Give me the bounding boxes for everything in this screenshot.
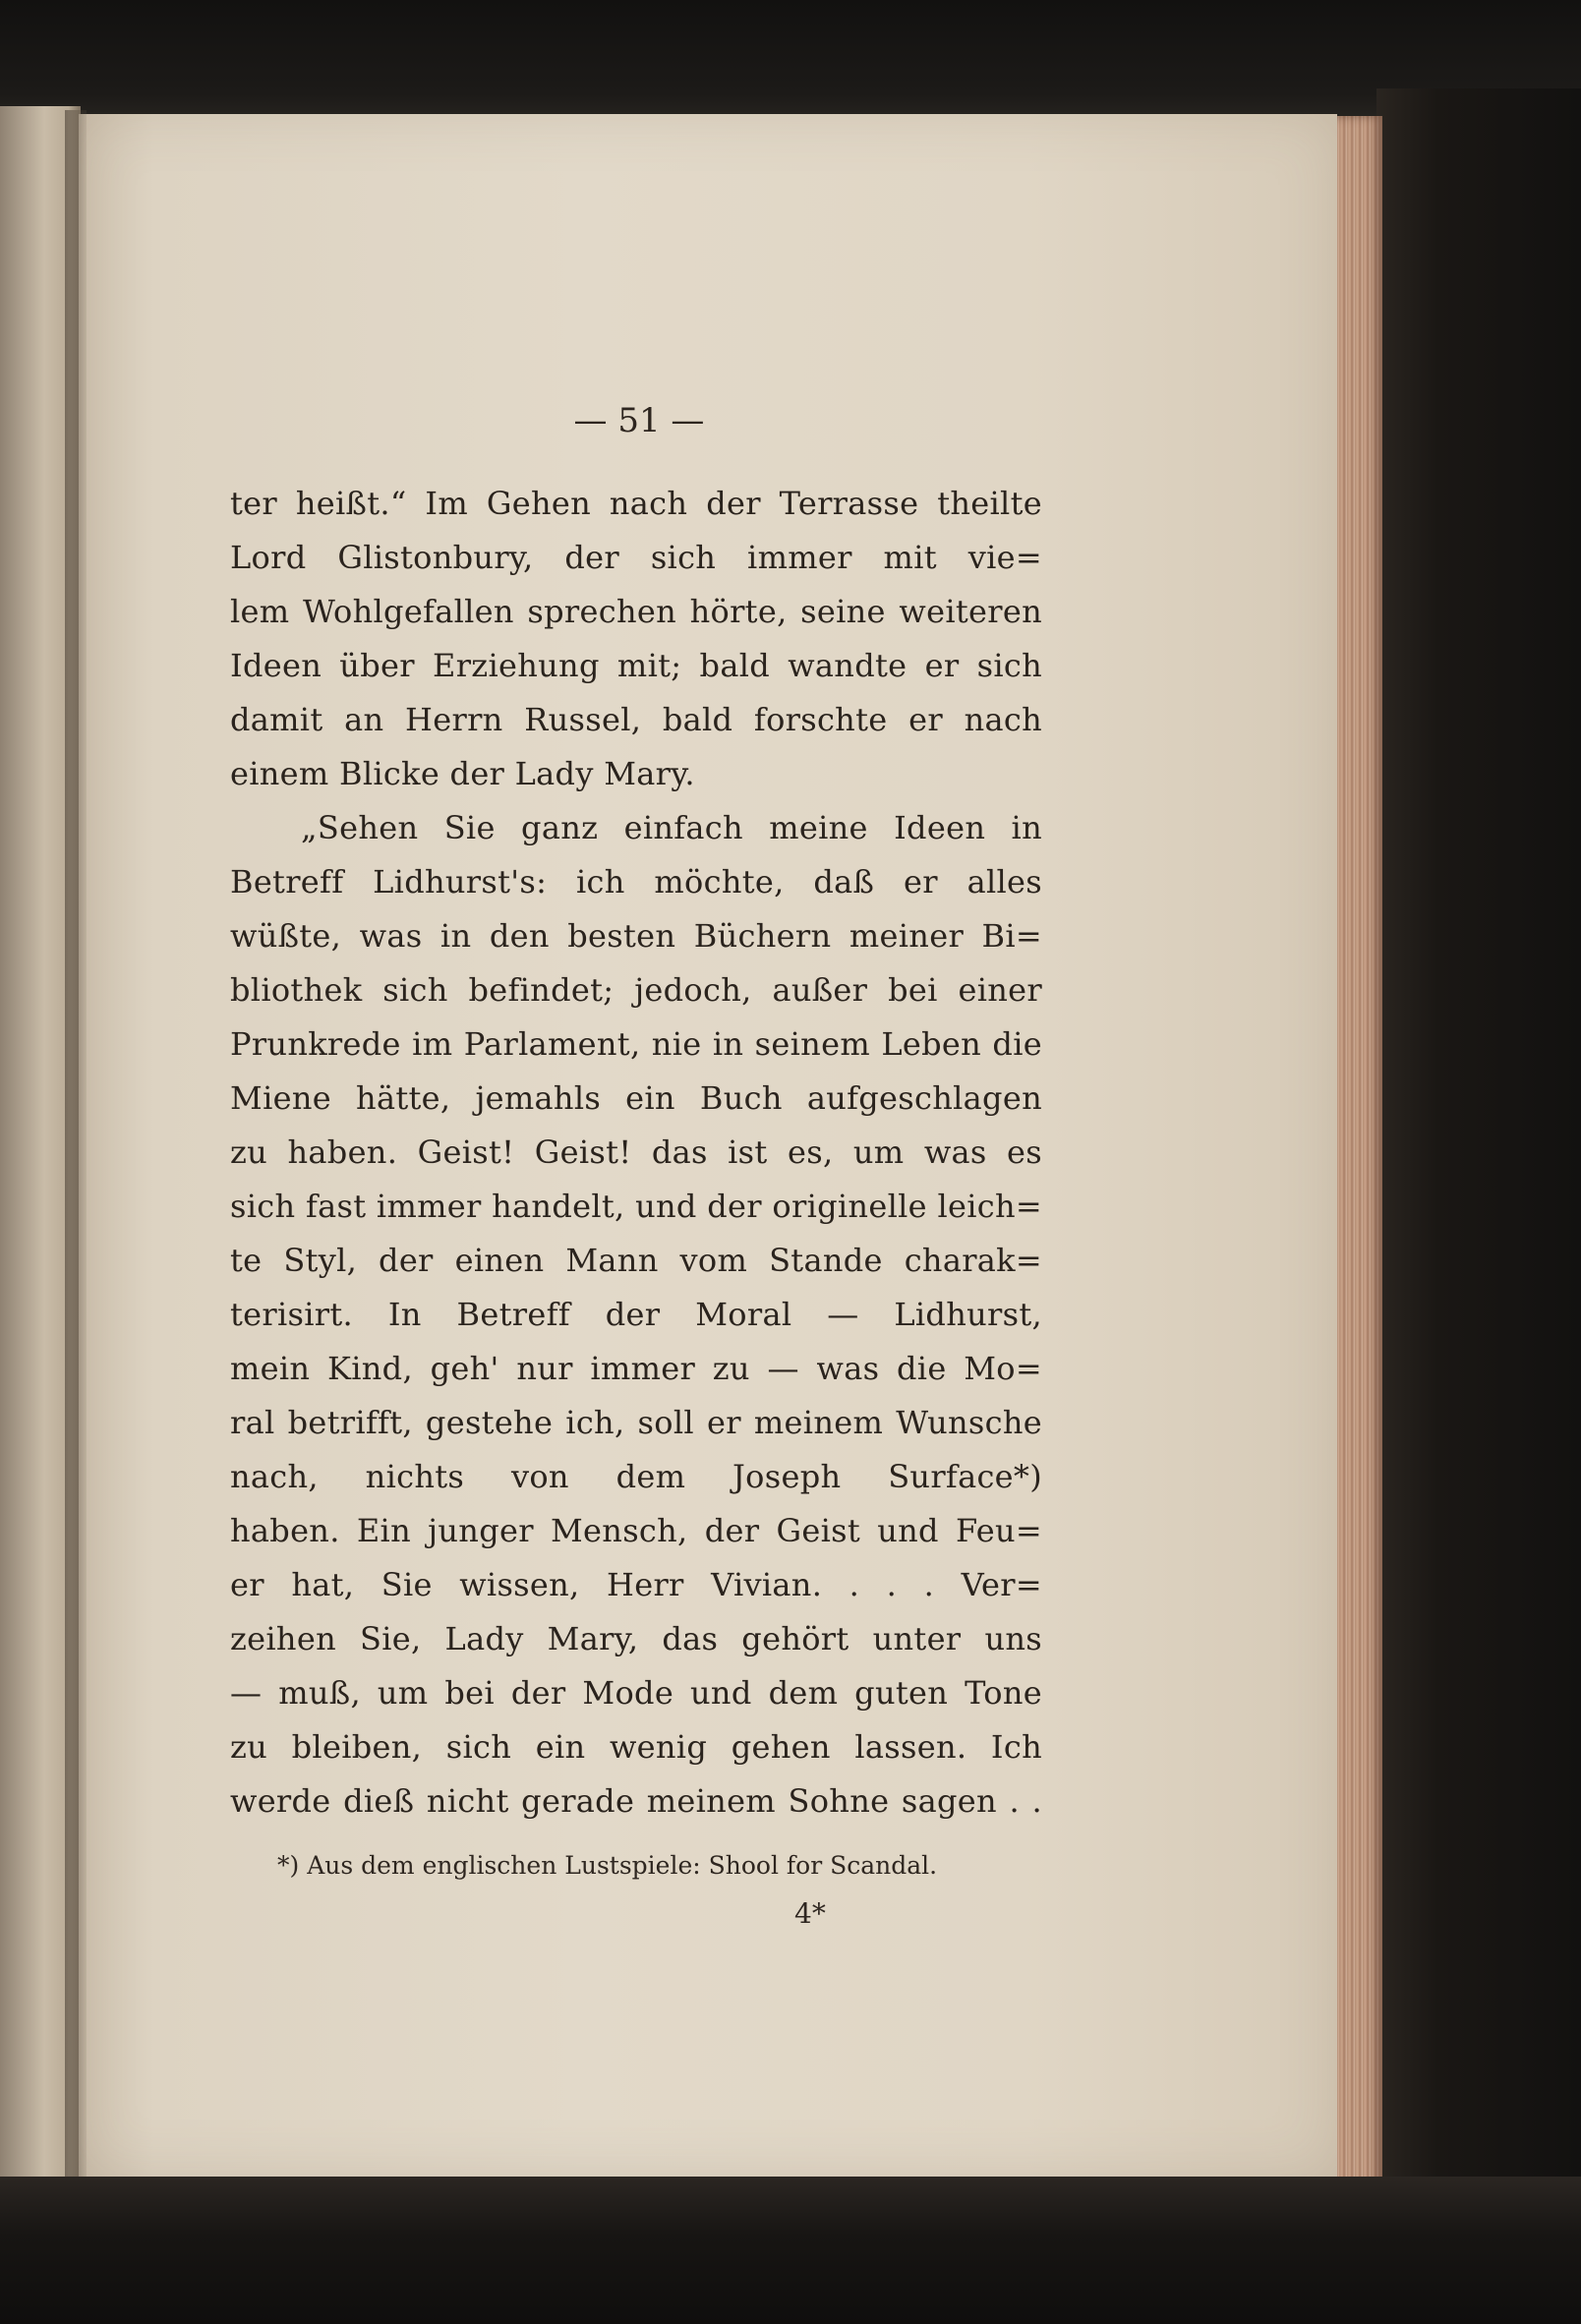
text-line: er hat, Sie wissen, Herr Vivian. . . . Ver= [230,1566,1042,1603]
book-cover-right [1376,88,1581,2251]
text-line: zu bleiben, sich ein wenig gehen lassen. Ich [230,1728,1042,1766]
text-line: terisirt. In Betreff der Moral — Lidhurst, [230,1296,1042,1333]
signature-mark: 4* [794,1897,826,1930]
text-line: zeihen Sie, Lady Mary, das gehört unter uns [230,1620,1042,1657]
text-line: damit an Herrn Russel, bald forschte er nach [230,701,1042,738]
text-line: haben. Ein junger Mensch, der Geist und Feu= [230,1512,1042,1549]
text-line: Betreff Lidhurst's: ich möchte, daß er alles [230,863,1042,901]
text-line: te Styl, der einen Mann vom Stande charak= [230,1242,1042,1279]
text-line: ter heißt.“ Im Gehen nach der Terrasse theilte [230,485,1042,522]
text-line: Ideen über Erziehung mit; bald wandte er sich [230,647,1042,684]
text-line: werde dieß nicht gerade meinem Sohne sagen . . [230,1782,1042,1820]
text-line: lem Wohlgefallen sprechen hörte, seine weiteren [230,593,1042,630]
text-line: nach, nichts von dem Joseph Surface*) [230,1458,1042,1495]
text-line: sich fast immer handelt, und der originelle leich= [230,1188,1042,1225]
page-gutter [65,110,87,2226]
footnote: *) Aus dem englischen Lustspiele: Shool for Scandal. [277,1851,938,1880]
book-cover-top [0,0,1581,118]
text-line: „Sehen Sie ganz einfach meine Ideen in [301,809,1042,846]
text-line: mein Kind, geh' nur immer zu — was die Mo= [230,1350,1042,1387]
text-line: bliothek sich befindet; jedoch, außer bei einer [230,971,1042,1009]
text-line: Lord Glistonbury, der sich immer mit vie= [230,539,1042,576]
page-number: — 51 — [573,401,705,440]
text-line: — muß, um bei der Mode und dem guten Tone [230,1674,1042,1712]
text-line: ral betrifft, gestehe ich, soll er meinem Wunsche [230,1404,1042,1441]
text-line: wüßte, was in den besten Büchern meiner Bi= [230,917,1042,955]
text-line: zu haben. Geist! Geist! das ist es, um was es [230,1133,1042,1171]
text-line: einem Blicke der Lady Mary. [230,755,695,792]
text-line: Miene hätte, jemahls ein Buch aufgeschlagen [230,1079,1042,1117]
book-cover-bottom [0,2177,1581,2324]
text-line: Prunkrede im Parlament, nie in seinem Leben die [230,1025,1042,1063]
